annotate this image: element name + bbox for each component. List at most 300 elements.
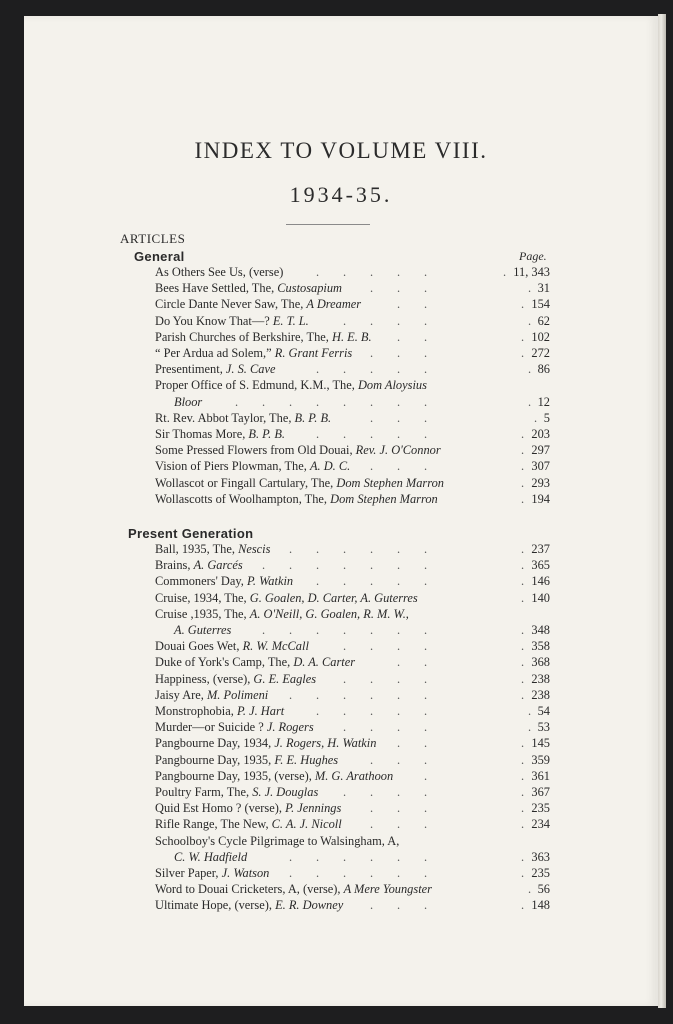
dot-leader: . <box>316 623 320 637</box>
entry-author: H. E. B. <box>332 329 372 344</box>
articles-label: ARTICLES <box>120 231 186 246</box>
dot-leader: . <box>424 346 428 360</box>
dot-leader: . <box>424 704 428 718</box>
dot-leader: . <box>397 410 401 425</box>
dot-leader: . <box>397 687 401 702</box>
entry-page-number: 363 <box>531 849 550 864</box>
entry-title: Schoolboy's Cycle Pilgrimage to Walsingham, A, <box>155 833 400 848</box>
dot-leader: . <box>397 720 401 735</box>
dot-leader: . <box>343 849 347 864</box>
entry-author: P. J. Hart <box>236 704 285 718</box>
dot-leader: . <box>521 558 525 573</box>
dot-leader: . <box>370 898 374 913</box>
entry-page-number: 5 <box>543 410 550 425</box>
dot-leader: . <box>343 866 347 880</box>
dot-leader: . <box>397 736 401 751</box>
dot-leader: . <box>316 704 320 718</box>
entry-author: B. P. B. <box>294 410 332 425</box>
entry-title: Circle Dante Never Saw, The, <box>155 297 304 312</box>
entry-title: Douai Goes Wet, <box>155 639 240 654</box>
dot-leader: . <box>521 898 525 913</box>
dot-leader: . <box>370 313 374 328</box>
dot-leader: . <box>262 623 266 637</box>
dot-leader: . <box>521 574 525 589</box>
section-heading: Present Generation <box>128 526 254 541</box>
dot-leader: . <box>397 574 401 589</box>
dot-leader: . <box>370 346 374 360</box>
dot-leader: . <box>521 768 525 783</box>
dot-leader: . <box>343 785 347 799</box>
entry-author: R. W. McCall <box>242 639 309 654</box>
entry-author: E. R. Downey <box>275 898 344 913</box>
dot-leader: . <box>521 785 525 799</box>
entry-page-number: 237 <box>531 542 550 556</box>
entry-title: “ Per Ardua ad Solem,” <box>155 346 272 360</box>
dot-leader: . <box>289 866 293 880</box>
entry-title: Do You Know That—? <box>155 313 270 328</box>
dot-leader: . <box>235 394 239 409</box>
entry-author: J. Rogers, H. Watkin <box>274 736 377 751</box>
dot-leader: . <box>316 265 320 279</box>
dot-leader: . <box>424 655 428 670</box>
dot-leader: . <box>521 849 525 864</box>
index-entry <box>155 313 550 329</box>
index-entry <box>155 541 550 557</box>
dot-leader: . <box>397 558 401 573</box>
dot-leader: . <box>343 542 347 556</box>
dot-leader: . <box>397 785 401 799</box>
index-entry <box>155 800 550 816</box>
dot-leader: . <box>521 542 525 556</box>
index-entry <box>155 897 550 913</box>
index-entry <box>155 377 550 393</box>
dot-leader: . <box>370 801 374 816</box>
entry-title: Some Pressed Flowers from Old Douai, <box>155 443 353 458</box>
entry-author: A. Guterres <box>174 623 232 637</box>
dot-leader: . <box>397 849 401 864</box>
dot-leader: . <box>370 704 374 718</box>
dot-leader: . <box>370 265 374 279</box>
entry-title: Monstrophobia, <box>155 704 234 718</box>
entry-title: Duke of York's Camp, The, <box>155 655 291 670</box>
dot-leader: . <box>521 817 525 832</box>
index-entry <box>155 280 550 296</box>
entry-page-number: 146 <box>531 574 550 589</box>
entry-page-number: 348 <box>531 623 550 637</box>
entry-title: Brains, <box>155 558 191 573</box>
entry-author: A Mere Youngster <box>343 882 432 897</box>
entry-title: Rt. Rev. Abbot Taylor, The, <box>155 410 292 425</box>
page-column-label: Page. <box>519 249 547 263</box>
dot-leader: . <box>424 623 428 637</box>
index-entry <box>155 329 550 345</box>
entry-author: J. Watson <box>221 866 270 880</box>
dot-leader: . <box>424 297 428 312</box>
dot-leader: . <box>397 313 401 328</box>
dot-leader: . <box>370 362 374 377</box>
book-page <box>24 16 658 1006</box>
dot-leader: . <box>521 297 525 312</box>
dot-leader: . <box>316 687 320 702</box>
entry-author: S. J. Douglas <box>252 785 319 799</box>
section-heading: General <box>134 249 185 264</box>
page-edge <box>658 14 666 1008</box>
dot-leader: . <box>424 671 428 686</box>
entry-page-number: 31 <box>537 281 550 296</box>
dot-leader: . <box>316 558 320 573</box>
entry-author: A. O'Neill, G. Goalen, R. M. W., <box>249 606 409 621</box>
dot-leader: . <box>424 768 428 783</box>
entry-author: Nescis <box>238 542 271 556</box>
dot-leader: . <box>424 281 428 296</box>
dot-leader: . <box>397 801 401 816</box>
dot-leader: . <box>424 898 428 913</box>
dot-leader: . <box>289 849 293 864</box>
entry-author: J. S. Cave <box>225 362 276 377</box>
dot-leader: . <box>521 752 525 767</box>
dot-leader: . <box>262 394 266 409</box>
page-title: INDEX TO VOLUME VIII. <box>194 138 488 163</box>
dot-leader: . <box>370 574 374 589</box>
dot-leader: . <box>534 410 538 425</box>
dot-leader: . <box>528 394 532 409</box>
dot-leader: . <box>343 362 347 377</box>
entry-author: G. E. Eagles <box>253 671 317 686</box>
index-entry <box>174 622 550 638</box>
index-entry <box>155 475 550 491</box>
entry-page-number: 53 <box>537 720 550 735</box>
dot-leader: . <box>316 427 320 441</box>
dot-leader: . <box>424 639 428 654</box>
dot-leader: . <box>528 882 532 897</box>
index-entry <box>155 606 550 622</box>
dot-leader: . <box>528 362 532 377</box>
entry-author: J. Rogers <box>266 720 314 735</box>
dot-leader: . <box>316 542 320 556</box>
entry-title: Pangbourne Day, 1934, <box>155 736 272 751</box>
entry-page-number: 367 <box>531 785 550 799</box>
entry-author: C. W. Hadfield <box>174 849 248 864</box>
index-entry <box>155 573 550 589</box>
dot-leader: . <box>521 801 525 816</box>
entry-page-number: 272 <box>531 346 550 360</box>
dot-leader: . <box>370 785 374 799</box>
dot-leader: . <box>397 394 401 409</box>
dot-leader: . <box>289 558 293 573</box>
dot-leader: . <box>316 362 320 377</box>
index-entry <box>155 833 550 849</box>
dot-leader: . <box>370 281 374 296</box>
dot-leader: . <box>424 313 428 328</box>
dot-leader: . <box>521 459 525 474</box>
entry-author: Bloor <box>174 394 203 409</box>
entry-page-number: 86 <box>537 362 550 377</box>
index-entry <box>155 671 550 687</box>
dot-leader: . <box>424 329 428 344</box>
dot-leader: . <box>424 427 428 441</box>
dot-leader: . <box>343 574 347 589</box>
dot-leader: . <box>397 655 401 670</box>
dot-leader: . <box>397 329 401 344</box>
dot-leader: . <box>528 704 532 718</box>
dot-leader: . <box>521 590 525 605</box>
entry-author: Dom Stephen Marron <box>336 475 445 490</box>
dot-leader: . <box>397 752 401 767</box>
dot-leader: . <box>424 801 428 816</box>
entry-title: Wollascotts of Woolhampton, The, <box>155 491 328 506</box>
index-entry <box>155 458 550 474</box>
dot-leader: . <box>521 475 525 490</box>
entry-page-number: 238 <box>531 687 550 702</box>
dot-leader: . <box>397 639 401 654</box>
entry-page-number: 365 <box>531 558 550 573</box>
dot-leader: . <box>424 542 428 556</box>
dot-leader: . <box>424 736 428 751</box>
index-entry <box>155 361 550 377</box>
entry-title: Cruise ,1935, The, <box>155 606 247 621</box>
entry-page-number: 54 <box>537 704 550 718</box>
entry-page-number: 62 <box>537 313 550 328</box>
entry-author: A. D. C. <box>309 459 351 474</box>
dot-leader: . <box>289 623 293 637</box>
dot-leader: . <box>370 410 374 425</box>
dot-leader: . <box>424 849 428 864</box>
entry-title: Cruise, 1934, The, <box>155 590 247 605</box>
index-entry <box>155 703 550 719</box>
entry-title: Rifle Range, The New, <box>155 817 269 832</box>
entry-page-number: 293 <box>531 475 550 490</box>
dot-leader: . <box>262 558 266 573</box>
entry-title: Jaisy Are, <box>155 687 204 702</box>
entry-author: G. Goalen, D. Carter, A. Guterres <box>249 590 418 605</box>
index-entry <box>155 881 550 897</box>
entry-title: Proper Office of S. Edmund, K.M., The, <box>155 378 355 393</box>
dot-leader: . <box>370 720 374 735</box>
index-entry <box>155 735 550 751</box>
dot-leader: . <box>528 281 532 296</box>
dot-leader: . <box>343 427 347 441</box>
dot-leader: . <box>521 329 525 344</box>
entry-page-number: 56 <box>537 882 550 897</box>
dot-leader: . <box>397 623 401 637</box>
index-entry <box>155 638 550 654</box>
dot-leader: . <box>397 542 401 556</box>
dot-leader: . <box>528 720 532 735</box>
dot-leader: . <box>370 752 374 767</box>
entry-author: Dom Stephen Marron <box>330 491 438 506</box>
entry-page-number: 12 <box>537 394 550 409</box>
dot-leader: . <box>397 281 401 296</box>
index-entry <box>155 426 550 442</box>
index-entry <box>155 752 550 768</box>
index-entry <box>155 687 550 703</box>
entry-page-number: 140 <box>531 590 550 605</box>
dot-leader: . <box>424 687 428 702</box>
dot-leader: . <box>397 704 401 718</box>
entry-page-number: 145 <box>531 736 550 751</box>
dot-leader: . <box>343 313 347 328</box>
index-entry <box>155 491 550 507</box>
entry-author: Dom Aloysius <box>357 378 427 393</box>
dot-leader: . <box>370 558 374 573</box>
dot-leader: . <box>316 394 320 409</box>
dot-leader: . <box>397 427 401 441</box>
entry-author: P. Watkin <box>246 574 294 589</box>
dot-leader: . <box>503 265 507 279</box>
dot-leader: . <box>424 265 428 279</box>
dot-leader: . <box>343 687 347 702</box>
entry-page-number: 235 <box>531 801 550 816</box>
dot-leader: . <box>343 704 347 718</box>
dot-leader: . <box>343 623 347 637</box>
dot-leader: . <box>424 866 428 880</box>
dot-leader: . <box>424 394 428 409</box>
entry-author: A. Garcés <box>193 558 243 573</box>
entry-page-number: 307 <box>531 459 550 474</box>
dot-leader: . <box>370 427 374 441</box>
entry-title: Quid Est Homo ? (verse), <box>155 801 282 816</box>
dot-leader: . <box>521 687 525 702</box>
dot-leader: . <box>343 720 347 735</box>
entry-author: P. Jennings <box>285 801 342 816</box>
entry-page-number: 203 <box>531 427 550 441</box>
dot-leader: . <box>343 558 347 573</box>
dot-leader: . <box>424 558 428 573</box>
dot-leader: . <box>289 542 293 556</box>
title-divider <box>286 224 370 225</box>
index-entry <box>155 816 550 832</box>
index-entry <box>155 590 550 606</box>
dot-leader: . <box>343 671 347 686</box>
index-entry <box>155 410 550 426</box>
entry-title: Vision of Piers Plowman, The, <box>155 459 307 474</box>
entry-author: Rev. J. O'Connor <box>355 443 441 458</box>
index-entry <box>155 768 550 784</box>
dot-leader: . <box>521 346 525 360</box>
dot-leader: . <box>521 491 525 506</box>
dot-leader: . <box>397 898 401 913</box>
entry-title: Ball, 1935, The, <box>155 542 235 556</box>
dot-leader: . <box>397 817 401 832</box>
entry-page-number: 368 <box>531 655 550 670</box>
entry-page-number: 148 <box>531 898 550 913</box>
dot-leader: . <box>316 849 320 864</box>
entry-author: R. Grant Ferris <box>274 346 353 360</box>
entry-author: B. P. B. <box>248 427 286 441</box>
dot-leader: . <box>370 639 374 654</box>
dot-leader: . <box>521 866 525 880</box>
dot-leader: . <box>397 362 401 377</box>
dot-leader: . <box>370 394 374 409</box>
entry-page-number: 358 <box>531 639 550 654</box>
entry-title: Presentiment, <box>155 362 223 377</box>
dot-leader: . <box>397 297 401 312</box>
entry-title: Commoners' Day, <box>155 574 244 589</box>
dot-leader: . <box>397 346 401 360</box>
entry-author: M. Polimeni <box>206 687 269 702</box>
entry-author: Custosapium <box>277 281 342 296</box>
dot-leader: . <box>521 443 525 458</box>
entry-page-number: 154 <box>531 297 550 312</box>
entry-author: M. G. Arathoon <box>314 768 394 783</box>
dot-leader: . <box>521 655 525 670</box>
dot-leader: . <box>424 574 428 589</box>
entry-title: Pangbourne Day, 1935, (verse), <box>155 768 312 783</box>
dot-leader: . <box>370 817 374 832</box>
dot-leader: . <box>370 849 374 864</box>
index-entry <box>155 296 550 312</box>
index-entry <box>155 264 550 280</box>
entry-author: E. T. L. <box>272 313 309 328</box>
index-entry <box>155 654 550 670</box>
dot-leader: . <box>424 720 428 735</box>
volume-year: 1934-35. <box>289 182 393 207</box>
entry-page-number: 11, 343 <box>513 265 550 279</box>
dot-leader: . <box>370 459 374 474</box>
entry-page-number: 235 <box>531 866 550 880</box>
index-entry <box>155 442 550 458</box>
entry-page-number: 102 <box>531 329 550 344</box>
dot-leader: . <box>424 817 428 832</box>
entry-title: Word to Douai Cricketers, A, (verse), <box>155 882 341 897</box>
dot-leader: . <box>370 687 374 702</box>
dot-leader: . <box>521 671 525 686</box>
entry-page-number: 359 <box>531 752 550 767</box>
dot-leader: . <box>397 265 401 279</box>
dot-leader: . <box>370 866 374 880</box>
index-entry <box>174 394 550 410</box>
index-entry <box>155 345 550 361</box>
entry-title: Murder—or Suicide ? <box>155 720 264 735</box>
entry-title: As Others See Us, (verse) <box>155 265 284 279</box>
dot-leader: . <box>424 752 428 767</box>
entry-title: Parish Churches of Berkshire, The, <box>155 329 329 344</box>
index-entry <box>155 557 550 573</box>
entry-title: Happiness, (verse), <box>155 671 251 686</box>
dot-leader: . <box>397 671 401 686</box>
dot-leader: . <box>370 542 374 556</box>
entry-author: A Dreamer <box>306 297 362 312</box>
dot-leader: . <box>521 427 525 441</box>
dot-leader: . <box>424 410 428 425</box>
dot-leader: . <box>424 362 428 377</box>
entry-title: Silver Paper, <box>155 866 219 880</box>
index-entry <box>155 784 550 800</box>
dot-leader: . <box>370 671 374 686</box>
dot-leader: . <box>424 785 428 799</box>
dot-leader: . <box>370 623 374 637</box>
entry-title: Poultry Farm, The, <box>155 785 250 799</box>
dot-leader: . <box>343 394 347 409</box>
dot-leader: . <box>521 736 525 751</box>
index-entry <box>155 865 550 881</box>
dot-leader: . <box>424 459 428 474</box>
entry-page-number: 238 <box>531 671 550 686</box>
dot-leader: . <box>289 687 293 702</box>
entry-page-number: 297 <box>531 443 550 458</box>
dot-leader: . <box>521 639 525 654</box>
entry-title: Bees Have Settled, The, <box>155 281 275 296</box>
index-entry <box>174 849 550 865</box>
dot-leader: . <box>397 459 401 474</box>
entry-title: Pangbourne Day, 1935, <box>155 752 272 767</box>
dot-leader: . <box>289 394 293 409</box>
index-entry <box>155 719 550 735</box>
entry-page-number: 234 <box>531 817 550 832</box>
entry-page-number: 361 <box>531 768 550 783</box>
dot-leader: . <box>528 313 532 328</box>
dot-leader: . <box>343 639 347 654</box>
